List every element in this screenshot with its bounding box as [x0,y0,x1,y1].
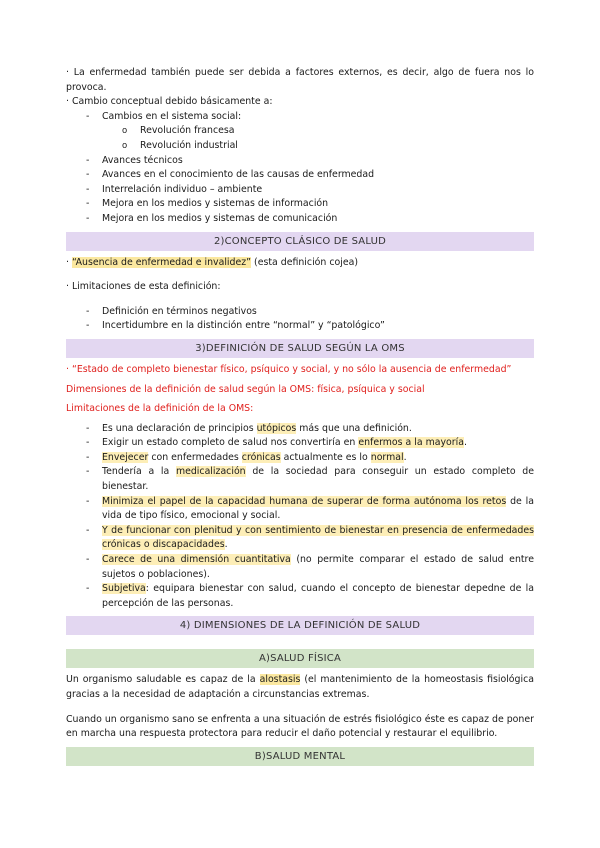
classic-limits-list [66,305,534,334]
oms-dimensions: Dimensiones de la definición de salud según la OMS: física, psíquica y social [66,383,425,395]
highlight: crónicas [241,451,281,463]
highlight: Envejecer [102,451,149,463]
highlight: Minimiza el papel de la capacidad humana de superar de forma autónoma los retos [102,495,507,507]
list-item [66,422,534,437]
list-item: - Mejora en los medios y sistemas de información [66,197,534,212]
highlight: Subjetiva [102,583,146,595]
highlight: medicalización [175,466,246,478]
list-item: - Cambios en el sistema social: [66,110,534,125]
text: Un organismo saludable es capaz de la [66,674,256,686]
text: Exigir un estado completo de salud nos convertiría en [102,437,356,449]
highlight: alostasis [259,674,301,686]
list-item [66,582,534,611]
intro-line-1: · La enfermedad también puede ser debida a factores externos, es decir, algo de fuera nos lo provoca. [66,67,534,93]
classic-definition: · “Ausencia de enfermedad e invalidez” (esta definición cojea) [66,256,358,268]
text: con enfermedades [151,451,239,463]
change-causes-list-cont [66,154,534,227]
text: de la sociedad para conseguir un estado completo de bienestar. [102,466,534,493]
list-item: o Revolución industrial [66,139,534,154]
highlight: enfermos a la mayoría [358,437,464,449]
list-item [66,495,534,524]
oms-definition: · “Estado de completo bienestar físico, psíquico y social, y no sólo la ausencia de enfermedad” [66,363,512,375]
list-item: - Avances en el conocimiento de las causas de enfermedad [66,168,534,183]
physical-health-paragraph-1 [66,673,534,702]
highlight: normal [370,451,404,463]
text: . [463,437,467,449]
text: Tendería a la [102,466,170,478]
list-item: - Avances técnicos [66,154,534,169]
subsection-b-heading: B)SALUD MENTAL [66,747,534,766]
oms-limits-list [66,422,534,612]
text: de la vida de tipo físico, emocional y social. [102,495,534,522]
highlight: utópicos [256,422,297,434]
text: . [224,539,228,551]
text: actualmente es lo [283,451,368,463]
list-item: - Interrelación individuo – ambiente [66,183,534,198]
physical-health-paragraph-2: Cuando un organismo sano se enfrenta a una situación de estrés fisiológico éste es capaz de poner en marcha una respuesta protectora para reducir el daño potencial y restaurar el equilibrio. [66,713,534,740]
highlight: Y de funcionar con plenitud y con sentimiento de bienestar en presencia de enfermedades crónicas o discapacidades [102,524,534,551]
section-3-heading: 3)DEFINICIÓN DE SALUD SEGÚN LA OMS [66,339,534,358]
text: Es una declaración de principios [102,422,254,434]
classic-definition-quote: “Ausencia de enfermedad e invalidez” [71,256,252,268]
list-item: o Revolución francesa [66,124,534,139]
text: (no permite comparar el estado de salud entre sujetos o poblaciones). [102,554,534,580]
text: : equipara bienestar con salud, cuando el concepto de bienestar depedne de la percepción de las personas. [102,583,534,609]
section-2-heading: 2)CONCEPTO CLÁSICO DE SALUD [66,232,534,251]
intro-line-2: · Cambio conceptual debido básicamente a: [66,96,273,108]
list-item [66,451,534,466]
list-item [66,436,534,451]
subsection-a-heading: A)SALUD FÍSICA [66,649,534,668]
classic-limits-label: · Limitaciones de esta definición: [66,281,221,293]
list-item [66,465,534,494]
document-page [66,66,534,766]
section-4-heading: 4) DIMENSIONES DE LA DEFINICIÓN DE SALUD [66,616,534,635]
list-item [66,553,534,582]
text: más que una definición. [299,422,412,434]
list-item: - Incertidumbre en la distinción entre “normal” y “patológico” [66,319,534,334]
highlight: Carece de una dimensión cuantitativa [102,554,291,566]
text: . [403,451,407,463]
list-item: - Mejora en los medios y sistemas de comunicación [66,212,534,227]
oms-limits-label: Limitaciones de la definición de la OMS: [66,403,254,415]
change-causes-list [66,110,534,125]
text: (el mantenimiento de la homeostasis fisiológica gracias a la necesidad de adaptación a circunstancias extremas. [66,674,534,700]
list-item: - Definición en términos negativos [66,305,534,320]
list-item [66,524,534,553]
classic-definition-note: (esta definición cojea) [254,256,358,268]
social-changes-sublist [66,124,534,153]
